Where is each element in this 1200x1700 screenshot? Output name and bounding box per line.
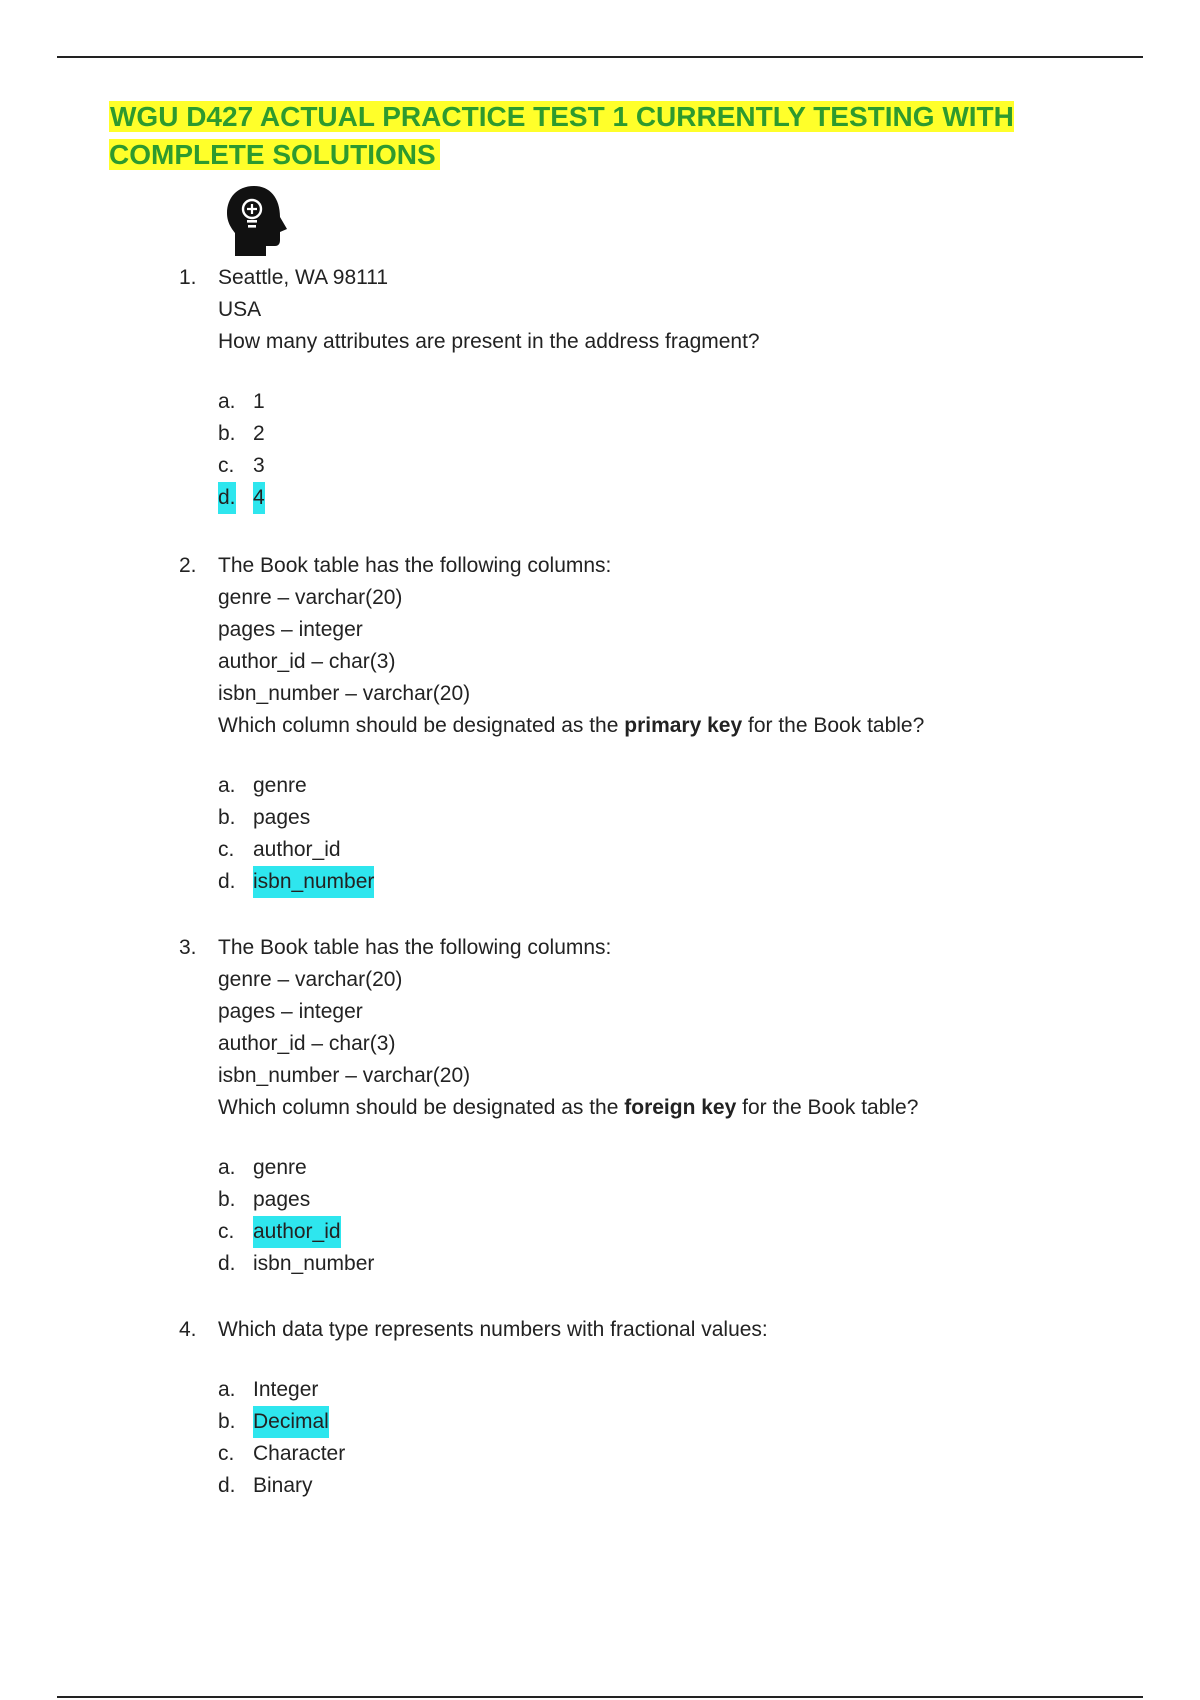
option-letter: c. (218, 1220, 235, 1243)
question-line: genre – varchar(20) (218, 968, 403, 991)
option-letter: d. (218, 1252, 236, 1275)
option-c (218, 834, 924, 866)
emphasis: foreign key (624, 1096, 737, 1119)
top-rule (57, 56, 1143, 58)
option-d (218, 866, 924, 898)
answer-options (218, 770, 924, 898)
option-text: 2 (253, 422, 265, 445)
question-text (218, 262, 760, 358)
question-line: How many attributes are present in the address fragment? (218, 330, 760, 353)
option-text-correct: 4 (253, 482, 265, 514)
option-text-correct: isbn_number (253, 866, 374, 898)
option-d (218, 482, 760, 514)
question-text (218, 932, 918, 1124)
document-title: WGU D427 ACTUAL PRACTICE TEST 1 CURRENTLY TESTING WITH COMPLETE SOLUTIONS (109, 101, 1014, 170)
option-letter: b. (218, 1410, 236, 1433)
option-a (218, 1152, 918, 1184)
option-b (218, 1184, 918, 1216)
option-a (218, 770, 924, 802)
question-number: 3. (179, 936, 197, 959)
question-number: 2. (179, 554, 197, 577)
question-line: author_id – char(3) (218, 650, 396, 673)
option-letter: d. (218, 1474, 236, 1497)
question-text (218, 1314, 768, 1346)
option-b (218, 418, 760, 450)
option-c (218, 1216, 918, 1248)
option-c (218, 450, 760, 482)
option-letter: b. (218, 422, 236, 445)
question-line: author_id – char(3) (218, 1032, 396, 1055)
option-text: genre (253, 1156, 307, 1179)
answer-options (218, 1374, 768, 1502)
option-c (218, 1438, 768, 1470)
question-4 (179, 1314, 768, 1502)
option-text: 1 (253, 390, 265, 413)
option-a (218, 1374, 768, 1406)
option-text: author_id (253, 838, 341, 861)
option-a (218, 386, 760, 418)
question-number: 1. (179, 266, 197, 289)
option-text: Binary (253, 1474, 313, 1497)
option-letter: a. (218, 390, 236, 413)
bottom-rule (57, 1696, 1143, 1698)
question-line: genre – varchar(20) (218, 586, 403, 609)
question-2 (179, 550, 924, 898)
option-d (218, 1470, 768, 1502)
option-text: genre (253, 774, 307, 797)
question-line: The Book table has the following columns: (218, 554, 612, 577)
option-text: pages (253, 806, 311, 829)
option-text-correct: author_id (253, 1216, 341, 1248)
option-text: Integer (253, 1378, 319, 1401)
question-text (218, 550, 924, 742)
option-letter: c. (218, 1442, 235, 1465)
option-text-correct: Decimal (253, 1406, 329, 1438)
option-letter: a. (218, 1378, 236, 1401)
question-prompt: Which column should be designated as the foreign key for the Book table? (218, 1096, 919, 1119)
option-letter: d. (218, 482, 236, 514)
question-line: pages – integer (218, 1000, 363, 1023)
head-lightbulb-icon (224, 184, 290, 258)
question-number: 4. (179, 1318, 197, 1341)
option-text: Character (253, 1442, 346, 1465)
option-d (218, 1248, 918, 1280)
question-line: The Book table has the following columns: (218, 936, 612, 959)
option-b (218, 1406, 768, 1438)
question-line: USA (218, 298, 262, 321)
option-letter: b. (218, 1188, 236, 1211)
answer-options (218, 386, 760, 514)
option-text: pages (253, 1188, 311, 1211)
option-letter: a. (218, 774, 236, 797)
question-1 (179, 262, 760, 514)
option-text: 3 (253, 454, 265, 477)
option-letter: c. (218, 838, 235, 861)
emphasis: primary key (624, 714, 743, 737)
answer-options (218, 1152, 918, 1280)
option-letter: c. (218, 454, 235, 477)
question-line: Which data type represents numbers with fractional values: (218, 1318, 768, 1341)
option-letter: d. (218, 870, 236, 893)
question-prompt: Which column should be designated as the primary key for the Book table? (218, 714, 925, 737)
question-line: pages – integer (218, 618, 363, 641)
question-line: isbn_number – varchar(20) (218, 1064, 471, 1087)
question-3 (179, 932, 918, 1280)
question-line: isbn_number – varchar(20) (218, 682, 471, 705)
option-text: isbn_number (253, 1252, 375, 1275)
question-line: Seattle, WA 98111 (218, 266, 389, 289)
option-letter: b. (218, 806, 236, 829)
option-letter: a. (218, 1156, 236, 1179)
option-b (218, 802, 924, 834)
